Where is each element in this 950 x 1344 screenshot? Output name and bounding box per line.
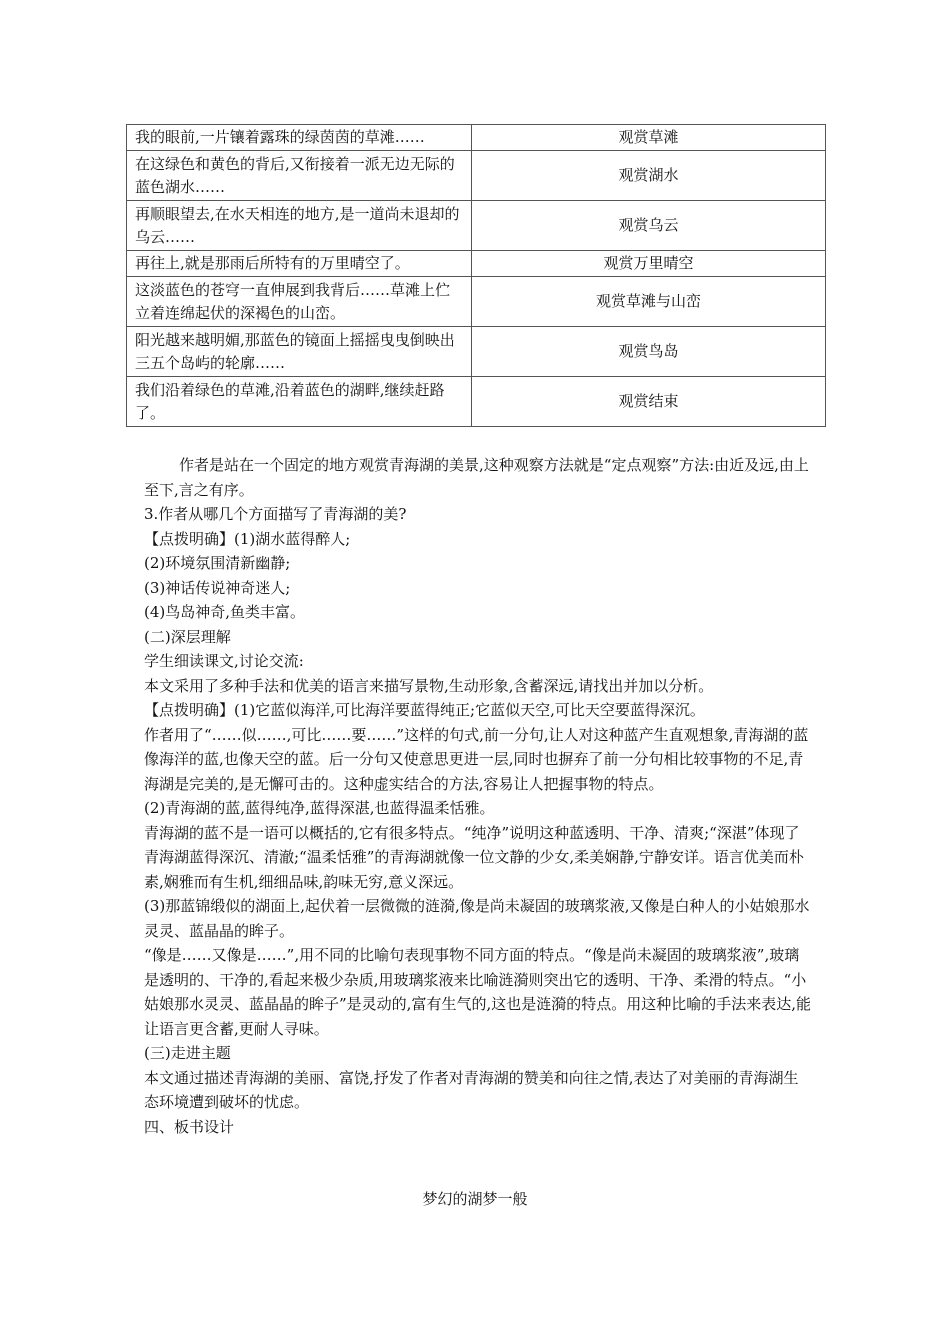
paragraph: 本文采用了多种手法和优美的语言来描写景物,生动形象,含蓄深远,请找出并加以分析。	[144, 676, 714, 695]
answer-item: (3)神话传说神奇迷人;	[144, 578, 291, 597]
activity-label: 观赏鸟岛	[472, 327, 826, 377]
scene-text: 在这绿色和黄色的背后,又衔接着一派无边无际的蓝色湖水……	[127, 151, 472, 201]
activity-label: 观赏草滩与山峦	[472, 277, 826, 327]
scene-text: 我的眼前,一片镶着露珠的绿茵茵的草滩……	[127, 125, 472, 151]
activity-label: 观赏结束	[472, 377, 826, 427]
section-heading: (二)深层理解	[144, 627, 231, 646]
scene-text: 阳光越来越明媚,那蓝色的镜面上摇摇曳曳倒映出三五个岛屿的轮廓……	[127, 327, 472, 377]
activity-label: 观赏草滩	[472, 125, 826, 151]
table-row	[127, 201, 826, 251]
activity-label: 观赏乌云	[472, 201, 826, 251]
table-row	[127, 327, 826, 377]
activity-label: 观赏湖水	[472, 151, 826, 201]
scene-text: 再往上,就是那雨后所特有的万里晴空了。	[127, 251, 472, 277]
scene-text: 再顺眼望去,在水天相连的地方,是一道尚未退却的乌云……	[127, 201, 472, 251]
answer-item: 【点拨明确】(1)湖水蓝得醉人;	[144, 529, 351, 548]
paragraph: (3)那蓝锦缎似的湖面上,起伏着一层微微的涟漪,像是尚未凝固的玻璃浆液,又像是白种人的小姑娘那水灵灵、蓝晶晶的眸子。	[144, 897, 810, 940]
table-row	[127, 377, 826, 427]
table-row	[127, 125, 826, 151]
table-row	[127, 251, 826, 277]
lesson-body	[144, 453, 812, 1139]
scene-text: 我们沿着绿色的草滩,沿着蓝色的湖畔,继续赶路了。	[127, 377, 472, 427]
paragraph: 【点拨明确】(1)它蓝似海洋,可比海洋要蓝得纯正;它蓝似天空,可比天空要蓝得深沉。	[144, 701, 705, 719]
answer-item: (2)环境氛围清新幽静;	[144, 554, 291, 572]
table-row	[127, 277, 826, 327]
table-row	[127, 151, 826, 201]
question-3: 3.作者从哪几个方面描写了青海湖的美?	[144, 505, 407, 523]
board-title: 梦幻的湖梦一般	[422, 1190, 528, 1208]
answer-item: (4)鸟岛神奇,鱼类丰富。	[144, 603, 306, 621]
paragraph: 作者用了“……似……,可比……要……”这样的句式,前一分句,让人对这种蓝产生直观想象,青海湖的蓝像海洋的蓝,也像天空的蓝。后一分句又使意思更进一层,同时也摒弃了前一分句相比较事物的不足,青海湖是完美的,是无懈可击的。这种虚实结合的方法,容易让人把握事物的特点。	[144, 725, 809, 793]
paragraph: “像是……又像是……”,用不同的比喻句表现事物不同方面的特点。“像是尚未凝固的玻璃浆液”,玻璃是透明的、干净的,看起来极少杂质,用玻璃浆液来比喻涟漪则突出它的透明、干净、柔滑的特点。“小姑娘那水灵灵、蓝晶晶的眸子”是灵动的,富有生气的,这也是涟漪的特点。用这种比喻的手法来表达,能让语言更含蓄,更耐人寻味。	[144, 946, 811, 1038]
paragraph: (2)青海湖的蓝,蓝得纯净,蓝得深湛,也蓝得温柔恬雅。	[144, 799, 495, 817]
activity-label: 观赏万里晴空	[472, 251, 826, 277]
paragraph: 学生细读课文,讨论交流:	[144, 652, 304, 670]
observation-summary: 作者是站在一个固定的地方观赏青海湖的美景,这种观察方法就是“定点观察”方法:由近及远,由上至下,言之有序。	[144, 456, 809, 499]
scene-text: 这淡蓝色的苍穹一直伸展到我背后……草滩上伫立着连绵起伏的深褐色的山峦。	[127, 277, 472, 327]
observation-table	[126, 124, 826, 427]
paragraph: 青海湖的蓝不是一语可以概括的,它有很多特点。“纯净”说明这种蓝透明、干净、清爽;“深湛”体现了青海湖蓝得深沉、清澈;“温柔恬雅”的青海湖就像一位文静的少女,柔美娴静,宁静安详。语言优美而朴素,娴雅而有生机,细细品味,韵味无穷,意义深远。	[144, 823, 804, 891]
paragraph: 本文通过描述青海湖的美丽、富饶,抒发了作者对青海湖的赞美和向往之情,表达了对美丽的青海湖生态环境遭到破坏的忧虑。	[144, 1068, 799, 1111]
section-heading: (三)走进主题	[144, 1044, 231, 1062]
section-heading: 四、板书设计	[144, 1117, 235, 1136]
